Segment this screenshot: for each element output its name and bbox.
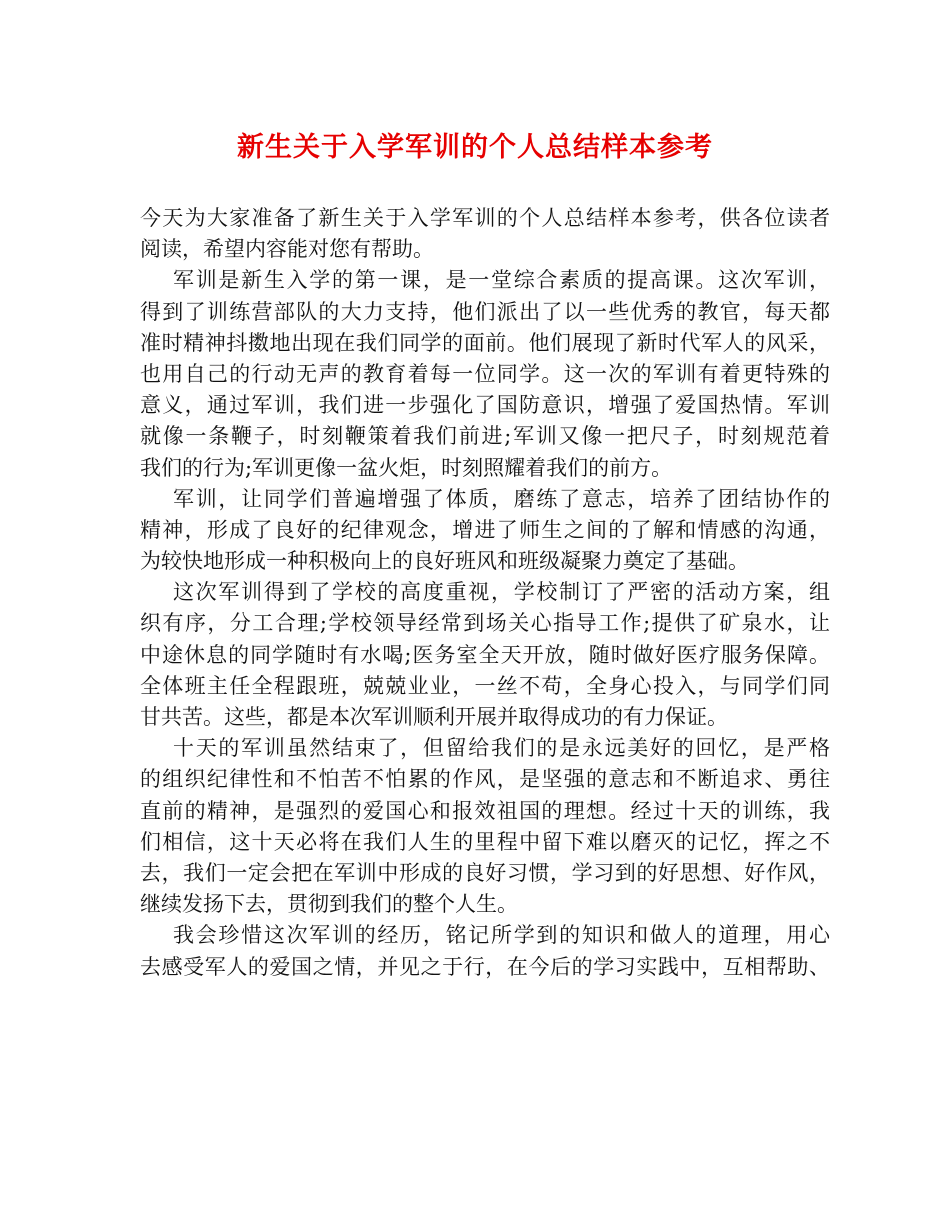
body-text-line: 精神，形成了良好的纪律观念，增进了师生之间的了解和情感的沟通， [140,517,830,542]
body-text-line: 准时精神抖擞地出现在我们同学的面前。他们展现了新时代军人的风采， [140,330,830,355]
body-text-line: 也用自己的行动无声的教育着每一位同学。这一次的军训有着更特殊的 [140,361,830,386]
body-text-line: 我会珍惜这次军训的经历，铭记所学到的知识和做人的道理，用心 [173,923,830,948]
body-text-line: 全体班主任全程跟班，兢兢业业，一丝不苟，全身心投入，与同学们同 [140,673,830,698]
body-text-line: 直前的精神，是强烈的爱国心和报效祖国的理想。经过十天的训练，我 [140,798,830,823]
document-body [140,203,830,983]
body-text-line: 为较快地形成一种积极向上的良好班风和班级凝聚力奠定了基础。 [140,549,749,574]
body-text-line: 们相信，这十天必将在我们人生的里程中留下难以磨灭的记忆，挥之不 [140,829,830,854]
body-text-line: 意义，通过军训，我们进一步强化了国防意识，增强了爱国热情。军训 [140,393,830,418]
document-title: 新生关于入学军训的个人总结样本参考 [237,132,713,163]
body-text-line: 十天的军训虽然结束了，但留给我们的是永远美好的回忆，是严格 [173,736,830,761]
body-text-line: 军训，让同学们普遍增强了体质，磨练了意志，培养了团结协作的 [173,486,830,511]
body-text-line: 去，我们一定会把在军训中形成的良好习惯，学习到的好思想、好作风， [140,860,830,885]
body-text-line: 的组织纪律性和不怕苦不怕累的作风，是坚强的意志和不断追求、勇往 [140,767,830,792]
body-text-line: 就像一条鞭子，时刻鞭策着我们前进;军训又像一把尺子，时刻规范着 [140,424,830,449]
body-text-line: 甘共苦。这些，都是本次军训顺利开展并取得成功的有力保证。 [140,705,728,729]
body-text-line: 中途休息的同学随时有水喝;医务室全天开放，随时做好医疗服务保障。 [140,642,830,667]
body-text-line: 今天为大家准备了新生关于入学军训的个人总结样本参考，供各位读者 [140,206,830,230]
body-text-line: 我们的行为;军训更像一盆火炬，时刻照耀着我们的前方。 [140,455,673,480]
body-text-line: 织有序，分工合理;学校领导经常到场关心指导工作;提供了矿泉水，让 [140,611,830,636]
body-text-line: 这次军训得到了学校的高度重视，学校制订了严密的活动方案，组 [173,580,830,605]
body-text-line: 去感受军人的爱国之情，并见之于行，在今后的学习实践中，互相帮助、 [140,954,830,979]
body-text-line: 军训是新生入学的第一课，是一堂综合素质的提高课。这次军训， [173,268,830,293]
body-text-line: 阅读，希望内容能对您有帮助。 [140,237,434,262]
body-text-line: 继续发扬下去，贯彻到我们的整个人生。 [140,892,518,917]
body-text-line: 得到了训练营部队的大力支持，他们派出了以一些优秀的教官，每天都 [140,299,830,324]
